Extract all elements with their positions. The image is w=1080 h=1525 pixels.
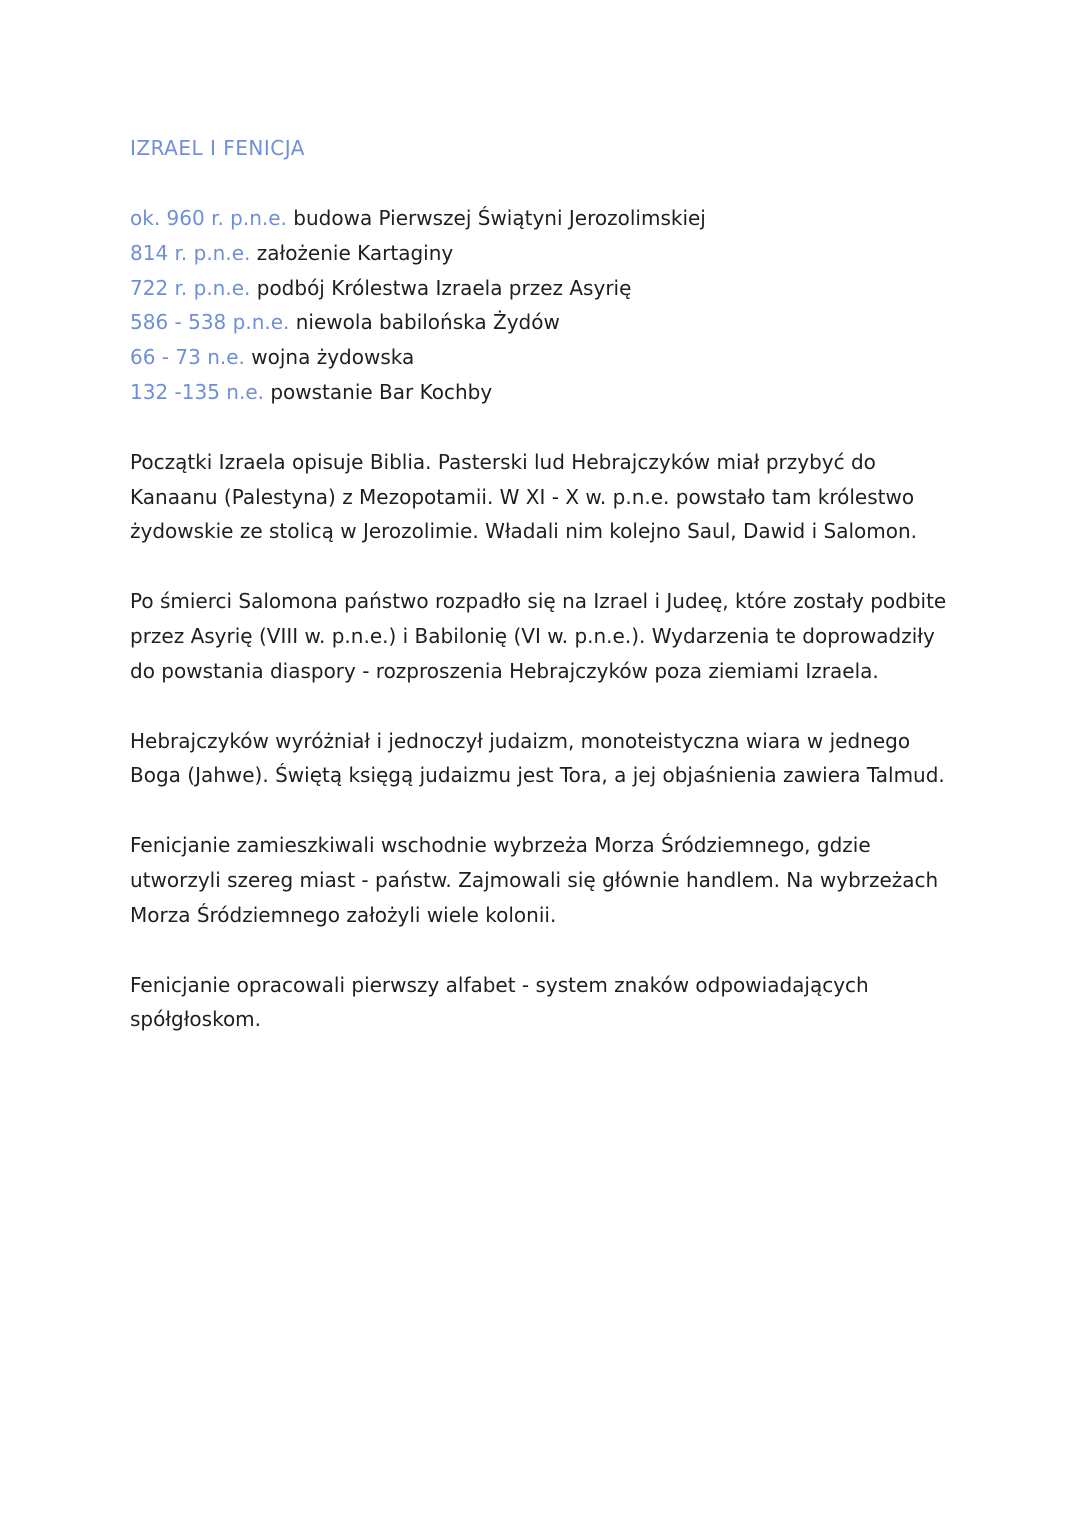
paragraph-diaspora: Po śmierci Salomona państwo rozpadło się na Izrael i Judeę, które zostały podbite przez Asyrię (VIII w. p.n.e.) i Babilonię (VI w. p.n.e.). Wydarzenia te doprowadziły do powstania diaspory - rozproszenia Hebrajczyków poza ziemiami Izraela.	[130, 589, 947, 683]
timeline-event: założenie Kartaginy	[256, 240, 454, 265]
timeline-row	[130, 271, 960, 306]
timeline-date: 66 - 73 n.e.	[130, 345, 245, 370]
timeline-row	[130, 305, 960, 340]
document-page	[130, 131, 960, 1037]
timeline-row	[130, 201, 960, 236]
paragraph-judaism: Hebrajczyków wyróżniał i jednoczył judaizm, monoteistyczna wiara w jednego Boga (Jahwe). Świętą księgą judaizmu jest Tora, a jej objaśnienia zawiera Talmud.	[130, 728, 945, 788]
timeline-date: 814 r. p.n.e.	[130, 240, 251, 265]
timeline-date: 586 - 538 p.n.e.	[130, 310, 290, 335]
timeline-date: 722 r. p.n.e.	[130, 275, 251, 300]
timeline-row	[130, 236, 960, 271]
paragraph-origins: Początki Izraela opisuje Biblia. Pasterski lud Hebrajczyków miał przybyć do Kanaanu (Palestyna) z Mezopotamii. W XI - X w. p.n.e. powstało tam królestwo żydowskie ze stolicą w Jerozolimie. Władali nim kolejno Saul, Dawid i Salomon.	[130, 449, 918, 544]
paragraph-alphabet: Fenicjanie opracowali pierwszy alfabet - system znaków odpowiadających spółgłoskom.	[130, 972, 869, 1032]
timeline-event: wojna żydowska	[251, 345, 415, 370]
timeline-row	[130, 375, 960, 410]
paragraph-phoenicians: Fenicjanie zamieszkiwali wschodnie wybrzeża Morza Śródziemnego, gdzie utworzyli szereg miast - państw. Zajmowali się głównie handlem. Na wybrzeżach Morza Śródziemnego założyli wiele kolonii.	[130, 833, 939, 927]
timeline-row	[130, 340, 960, 375]
timeline-event: powstanie Bar Kochby	[270, 379, 493, 404]
timeline	[130, 201, 960, 410]
page-title: IZRAEL I FENICJA	[130, 136, 305, 160]
timeline-date: 132 -135 n.e.	[130, 379, 264, 404]
timeline-date: ok. 960 r. p.n.e.	[130, 206, 287, 230]
timeline-event: podbój Królestwa Izraela przez Asyrię	[256, 275, 632, 300]
timeline-event: budowa Pierwszej Świątyni Jerozolimskiej	[293, 206, 706, 230]
timeline-event: niewola babilońska Żydów	[295, 310, 560, 335]
